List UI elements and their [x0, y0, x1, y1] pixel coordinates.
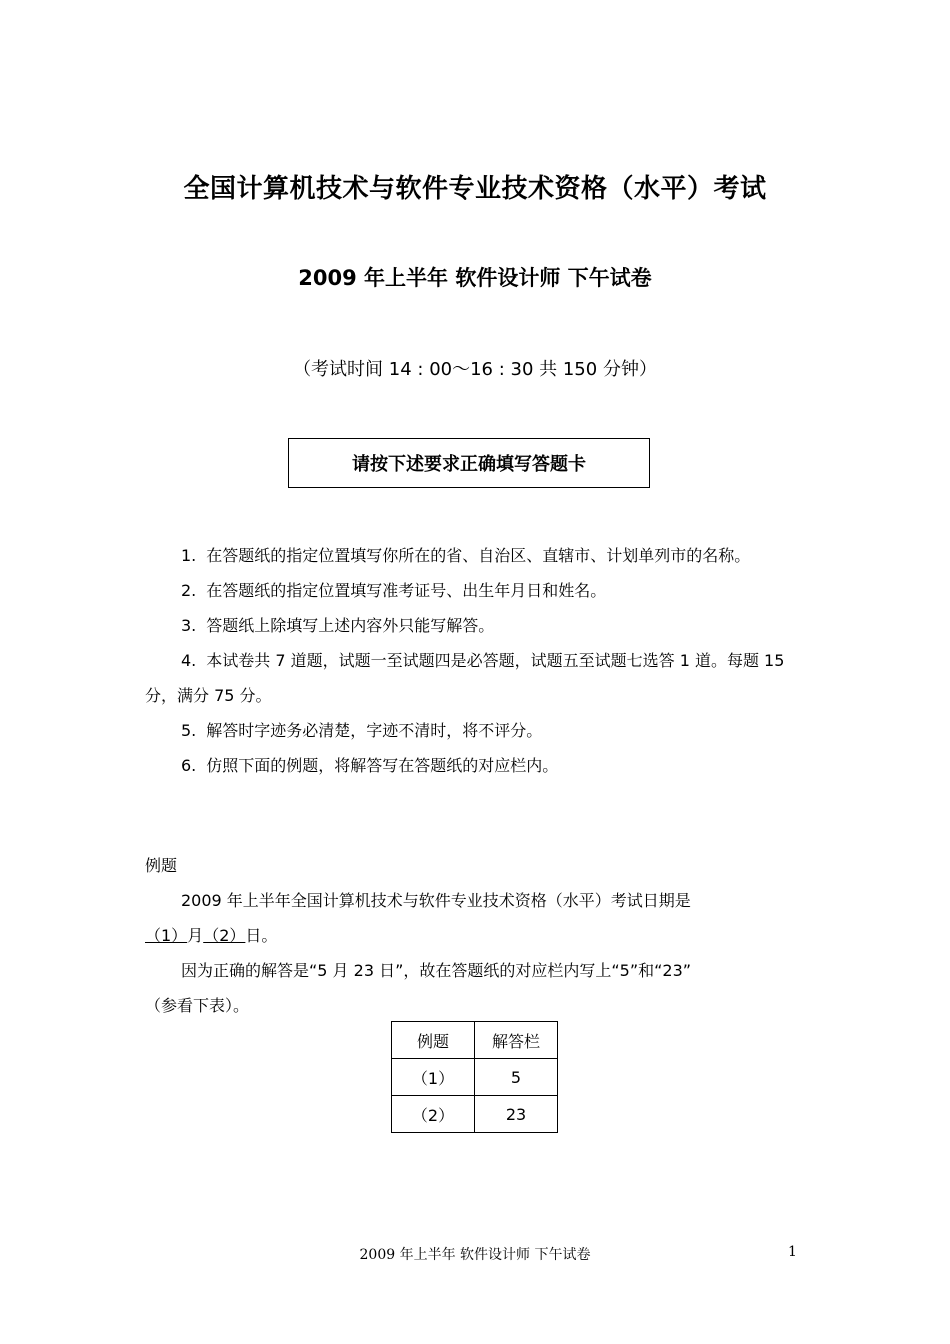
table-cell: 23 — [475, 1096, 558, 1133]
table-cell: 5 — [475, 1059, 558, 1096]
table-header-row — [392, 1022, 558, 1059]
instruction-item — [145, 608, 805, 643]
page-number: 1 — [788, 1244, 797, 1260]
example-explanation: 因为正确的解答是“5 月 23 日”，故在答题纸的对应栏内写上“5”和“23” — [181, 961, 692, 980]
exam-time: （考试时间 14 : 00～16 : 30 共 150 分钟） — [293, 359, 657, 380]
example-heading: 例题 — [145, 856, 178, 875]
instruction-text: 在答题纸的指定位置填写准考证号、出生年月日和姓名。 — [206, 581, 607, 600]
instruction-item — [145, 748, 805, 783]
instruction-list — [145, 538, 805, 783]
example-question-blanks — [145, 918, 805, 953]
instruction-text: 解答时字迹务必清楚，字迹不清时，将不评分。 — [206, 721, 543, 740]
notice-box — [288, 438, 650, 488]
notice-box-label: 请按下述要求正确填写答题卡 — [352, 454, 586, 475]
instruction-text: 答题纸上除填写上述内容外只能写解答。 — [206, 616, 495, 635]
instruction-number: 1. — [181, 546, 197, 565]
instruction-number: 6. — [181, 756, 197, 775]
instruction-text: 仿照下面的例题，将解答写在答题纸的对应栏内。 — [206, 756, 559, 775]
instruction-item — [145, 643, 805, 713]
blank-2: （2） — [203, 926, 246, 945]
instruction-number: 2. — [181, 581, 197, 600]
instruction-item — [145, 538, 805, 573]
instruction-number: 4. — [181, 651, 197, 670]
blank-mid: 月 — [187, 926, 204, 945]
table-row — [392, 1096, 558, 1133]
instruction-text: 在答题纸的指定位置填写你所在的省、自治区、直辖市、计划单列市的名称。 — [206, 546, 751, 565]
paper-subtitle: 2009 年上半年 软件设计师 下午试卷 — [298, 266, 652, 290]
example-question-prefix: 2009 年上半年全国计算机技术与软件专业技术资格（水平）考试日期是 — [181, 891, 691, 910]
answer-table — [391, 1021, 558, 1133]
example-question — [145, 883, 805, 918]
instruction-number: 5. — [181, 721, 197, 740]
table-header-cell: 例题 — [392, 1022, 475, 1059]
instruction-text: 本试卷共 7 道题，试题一至试题四是必答题，试题五至试题七选答 1 道。每题 15 分，满分 75 分。 — [145, 651, 785, 705]
instruction-number: 3. — [181, 616, 197, 635]
instruction-item — [145, 713, 805, 748]
example-explanation-tail: （参看下表）。 — [145, 996, 250, 1015]
page-title: 全国计算机技术与软件专业技术资格（水平）考试 — [183, 174, 767, 204]
blank-suffix: 日。 — [245, 926, 278, 945]
example-body — [145, 883, 805, 1023]
table-header-cell: 解答栏 — [475, 1022, 558, 1059]
table-cell: （1） — [392, 1059, 475, 1096]
footer-title: 2009 年上半年 软件设计师 下午试卷 — [359, 1247, 591, 1263]
table-row — [392, 1059, 558, 1096]
instruction-item — [145, 573, 805, 608]
blank-1: （1） — [145, 926, 188, 945]
table-cell: （2） — [392, 1096, 475, 1133]
